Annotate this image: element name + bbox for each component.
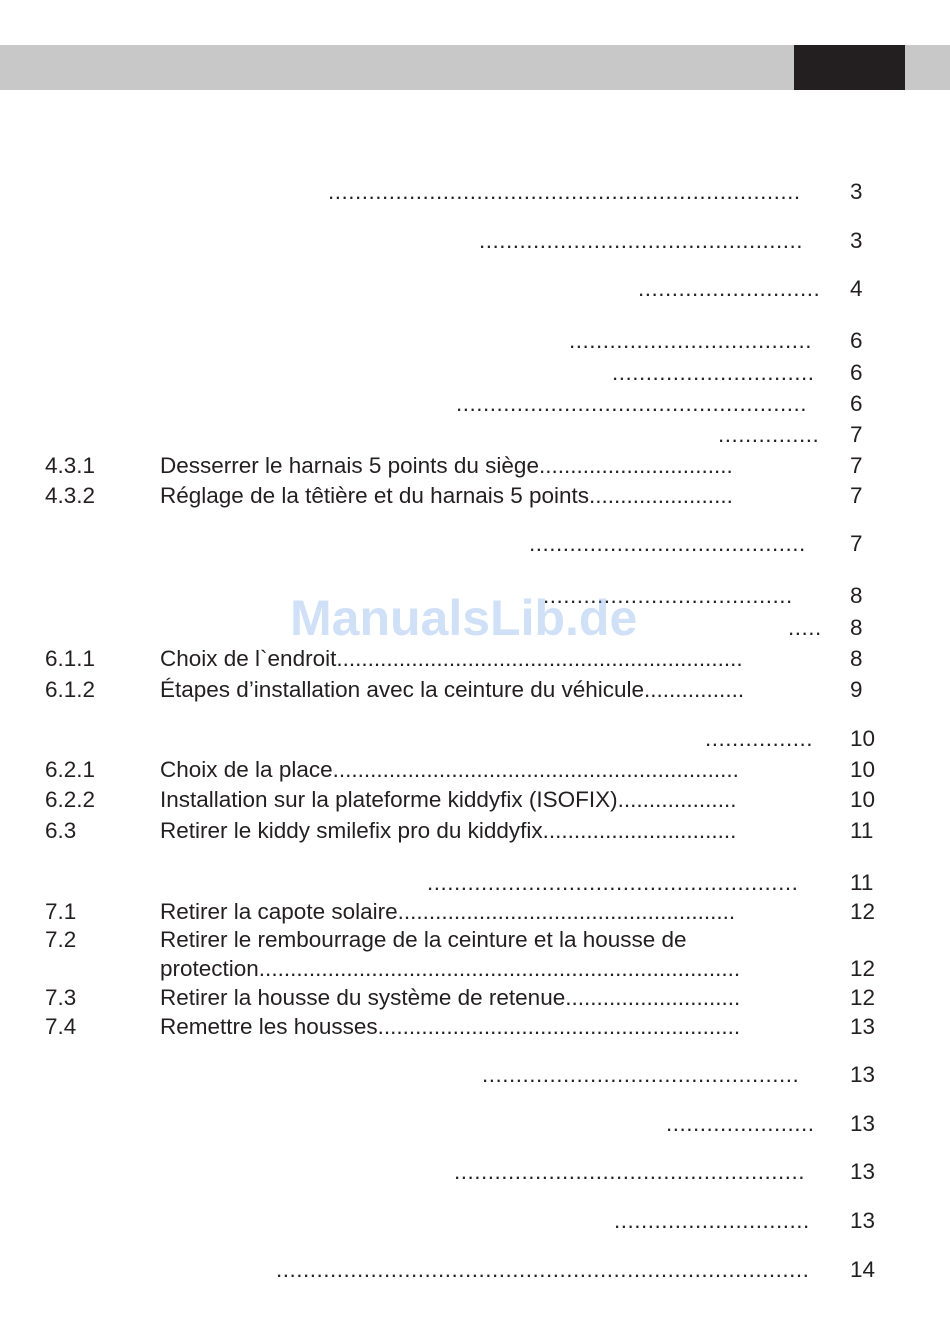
toc-entry [0,327,950,355]
toc-entry [0,178,950,206]
toc-entry-leader: ..... [788,615,822,640]
toc-entry [0,1256,950,1284]
toc-entry-page: 14 [850,1257,876,1282]
toc-entry [0,530,950,558]
toc-entry-page: 10 [850,726,876,751]
toc-entry [0,756,950,784]
toc-entry [0,1110,950,1138]
toc-entry-leader: ...................................................................... [328,179,801,204]
toc-entry [0,1207,950,1235]
toc-entry-page: 6 [850,328,863,353]
toc-entry-page: 11 [850,870,874,895]
toc-entry-page: 13 [850,1208,876,1233]
toc-entry-title: Réglage de la têtière et du harnais 5 points....................... [160,483,733,508]
toc-entry-page: 3 [850,179,863,204]
toc-entry-number: 7.3 [45,985,77,1010]
toc-entry-page: 7 [850,453,863,478]
toc-entry-title: Remettre les housses.......................................................... [160,1014,741,1039]
toc-entry-leader: ............................................... [482,1062,800,1087]
toc-entry [0,1013,950,1041]
toc-entry-page: 7 [850,531,863,556]
toc-entry [0,390,950,418]
toc-entry [0,786,950,814]
toc-entry-page: 9 [850,677,863,702]
toc-entry-title: protection............................................................................. [160,956,741,981]
toc-entry-leader: ................................................ [479,228,804,253]
toc-entry [0,1061,950,1089]
toc-entry-page: 13 [850,1111,876,1136]
toc-entry [0,421,950,449]
toc-entry-leader: ...................... [666,1111,815,1136]
header-block [794,45,905,90]
toc-entry [0,645,950,673]
toc-entry-page: 4 [850,276,863,301]
toc-entry-number: 6.1.1 [45,646,96,671]
toc-entry-title: Retirer le rembourrage de la ceinture et la housse de [160,927,687,952]
toc-entry [0,275,950,303]
toc-entry-leader: ........................... [638,276,821,301]
toc-entry-title: Desserrer le harnais 5 points du siège............................... [160,453,733,478]
toc-entry-leader: .............................. [612,360,815,385]
toc-entry-title: Choix de la place................................................................. [160,757,739,782]
toc-entry-page: 6 [850,391,863,416]
toc-entry [0,926,950,954]
toc-entry-page: 12 [850,899,876,924]
toc-entry-leader: ..................................... [543,583,793,608]
toc-entry-page: 8 [850,583,863,608]
toc-entry [0,725,950,753]
toc-entry [0,817,950,845]
toc-entry-leader: .................................................... [456,391,808,416]
toc-entry-leader: .................................... [569,328,813,353]
toc-entry-page: 11 [850,818,874,843]
toc-entry-number: 6.2.1 [45,757,96,782]
toc-entry-page: 13 [850,1014,876,1039]
toc-entry-number: 4.3.1 [45,453,96,478]
toc-entry-number: 4.3.2 [45,483,96,508]
toc-entry-page: 8 [850,646,863,671]
toc-entry-leader: ............................................................................... [276,1257,810,1282]
toc-entry-leader: .................................................... [454,1159,806,1184]
toc-entry-page: 10 [850,757,876,782]
toc-entry-number: 6.1.2 [45,677,96,702]
toc-entry [0,227,950,255]
toc-entry [0,359,950,387]
toc-entry-number: 7.2 [45,927,77,952]
watermark: ManualsLib.de [290,590,638,646]
toc-entry-page: 7 [850,422,863,447]
toc-entry-page: 7 [850,483,863,508]
toc-entry [0,1158,950,1186]
toc-entry-page: 6 [850,360,863,385]
toc-entry-leader: ............... [718,422,820,447]
toc-entry-title: Retirer la housse du système de retenue............................ [160,985,741,1010]
toc-entry-leader: ......................................... [529,531,806,556]
toc-entry-title: Retirer la capote solaire...................................................... [160,899,736,924]
toc-entry [0,984,950,1012]
toc-entry [0,676,950,704]
toc-entry [0,898,950,926]
toc-entry-title: Installation sur la plateforme kiddyfix (ISOFIX)................... [160,787,737,812]
toc-entry [0,955,950,983]
toc-entry-page: 12 [850,956,876,981]
toc-entry-number: 7.1 [45,899,77,924]
toc-entry-title: Choix de l`endroit................................................................. [160,646,743,671]
toc-entry-leader: ....................................................... [427,870,799,895]
toc-entry-number: 6.3 [45,818,77,843]
toc-entry-leader: ................ [705,726,814,751]
toc-entry-page: 12 [850,985,876,1010]
toc-entry-title: Étapes d’installation avec la ceinture du véhicule................ [160,677,745,702]
toc-entry-number: 7.4 [45,1014,77,1039]
toc-entry-number: 6.2.2 [45,787,96,812]
toc-entry-title: Retirer le kiddy smilefix pro du kiddyfix............................... [160,818,737,843]
toc-entry-page: 13 [850,1062,876,1087]
toc-entry-page: 3 [850,228,863,253]
toc-entry [0,452,950,480]
toc-entry-page: 13 [850,1159,876,1184]
toc-entry-leader: ............................. [614,1208,810,1233]
toc-entry-page: 8 [850,615,863,640]
toc-entry [0,869,950,897]
toc-entry-page: 10 [850,787,876,812]
toc-entry [0,482,950,510]
